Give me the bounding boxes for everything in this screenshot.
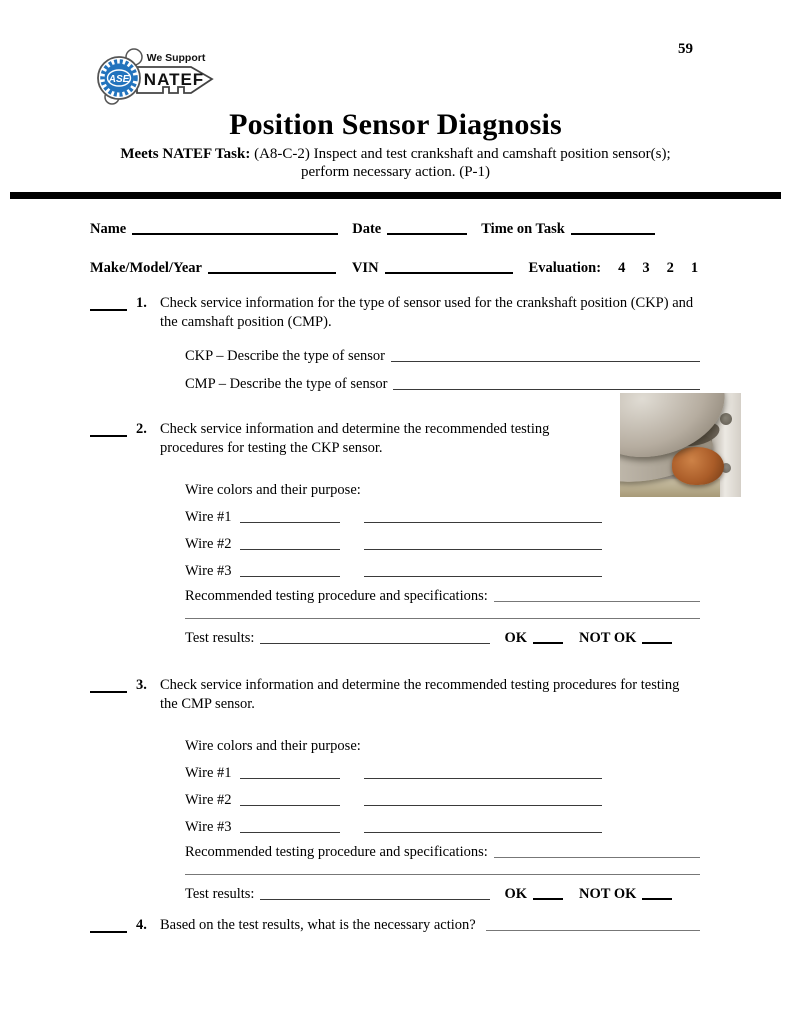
task-3-grade-line[interactable] [90,676,127,693]
task-3-test-results-row [185,885,700,903]
wire-colors-label: Wire colors and their purpose: [185,738,361,754]
wire-1-label: Wire #1 [185,509,232,525]
task-3-wire-header [185,737,700,755]
task-1-grade-line[interactable] [90,294,127,311]
procedure-line[interactable] [494,857,700,858]
task-2-number: 2. [136,421,147,437]
task-3-number: 3. [136,677,147,693]
task-label: Meets NATEF Task: [120,146,251,162]
not-ok-label: NOT OK [579,886,637,902]
wire-3-label: Wire #3 [185,819,232,835]
cmp-describe-label: CMP – Describe the type of sensor [185,376,388,392]
natef-key-logo-graphic [88,44,224,108]
procedure-label: Recommended testing procedure and specifications: [185,588,488,604]
wire-1-purpose-line[interactable] [364,522,602,523]
time-on-task-label: Time on Task [481,221,565,237]
necessary-action-line[interactable] [486,930,700,931]
task-1-text: Check service information for the type of sensor used for the crankshaft position (CKP) and the camshaft position (CMP). [160,295,694,330]
task-3-wire-2-row [185,791,700,809]
photo-coil-texture [678,451,718,477]
ok-label: OK [504,630,528,646]
evaluation-score-4[interactable]: 4 [618,260,626,276]
task-text-line2: perform necessary action. (P-1) [300,164,491,180]
task-1-number: 1. [136,295,147,311]
task-2-procedure-continuation-line[interactable] [185,618,700,619]
page-title: Position Sensor Diagnosis [229,108,562,141]
form-body [90,212,700,934]
test-results-line[interactable] [260,899,490,900]
page-number: 59 [678,41,693,57]
task-4-number: 4. [136,917,147,933]
ckp-sensor-photo [620,393,741,497]
not-ok-check-line[interactable] [642,642,672,644]
task-3-procedure-continuation-line[interactable] [185,874,700,875]
evaluation-label: Evaluation: [528,260,602,276]
not-ok-check-line[interactable] [642,898,672,900]
task-3-text: Check service information and determine the recommended testing procedures for testing the CMP sensor. [160,677,680,712]
wire-3-purpose-line[interactable] [364,576,602,577]
ok-check-line[interactable] [533,642,563,644]
procedure-line[interactable] [494,601,700,602]
natef-logo [88,44,224,108]
wire-2-label: Wire #2 [185,792,232,808]
cmp-describe-line[interactable] [393,389,700,390]
wire-3-purpose-line[interactable] [364,832,602,833]
task-3 [90,676,700,713]
wire-2-purpose-line[interactable] [364,549,602,550]
ase-text: ASE [108,74,130,85]
document-header [0,108,791,181]
wire-2-color-line[interactable] [240,549,340,550]
wire-3-color-line[interactable] [240,832,340,833]
ckp-describe-row [185,347,700,365]
procedure-label: Recommended testing procedure and specifications: [185,844,488,860]
header-divider [10,192,781,199]
vehicle-row [90,259,700,277]
vin-line[interactable] [385,272,513,274]
ok-label: OK [504,886,528,902]
ckp-describe-label: CKP – Describe the type of sensor [185,348,386,364]
task-2 [90,420,700,457]
test-results-label: Test results: [185,630,255,646]
test-results-line[interactable] [260,643,490,644]
wire-3-label: Wire #3 [185,563,232,579]
task-4 [90,916,700,934]
wire-2-purpose-line[interactable] [364,805,602,806]
evaluation-score-3[interactable]: 3 [642,260,650,276]
task-3-wire-3-row [185,818,700,836]
task-2-wire-3-row [185,562,700,580]
task-2-text: Check service information and determine the recommended testing procedures for testing the CKP sensor. [160,421,550,456]
ckp-describe-line[interactable] [391,361,700,362]
date-label: Date [352,221,382,237]
task-3-procedure-row [185,843,700,861]
cmp-describe-row [185,375,700,393]
date-line[interactable] [387,233,467,235]
logo-support-text: We Support [146,52,206,64]
wire-1-color-line[interactable] [240,522,340,523]
wire-1-label: Wire #1 [185,765,232,781]
task-2-grade-line[interactable] [90,420,127,437]
task-2-wire-2-row [185,535,700,553]
name-label: Name [90,221,127,237]
wire-1-color-line[interactable] [240,778,340,779]
task-2-procedure-row [185,587,700,605]
name-line[interactable] [132,233,338,235]
wire-2-label: Wire #2 [185,536,232,552]
not-ok-label: NOT OK [579,630,637,646]
vin-label: VIN [351,260,379,276]
time-on-task-line[interactable] [571,233,655,235]
make-model-year-line[interactable] [208,272,336,274]
evaluation-score-2[interactable]: 2 [666,260,674,276]
wire-colors-label: Wire colors and their purpose: [185,482,361,498]
natef-task-line [0,145,791,181]
task-4-grade-line[interactable] [90,916,127,933]
logo-brand-text: NATEF [143,70,205,89]
wire-1-purpose-line[interactable] [364,778,602,779]
wire-3-color-line[interactable] [240,576,340,577]
task-1 [90,294,700,331]
name-row [90,220,700,238]
photo-bolt-hole [720,413,732,425]
wire-2-color-line[interactable] [240,805,340,806]
task-2-test-results-row [185,629,700,647]
make-model-year-label: Make/Model/Year [90,260,202,276]
test-results-label: Test results: [185,886,255,902]
task-text-line1: (A8-C-2) Inspect and test crankshaft and camshaft position sensor(s); [254,146,671,162]
task-4-text: Based on the test results, what is the necessary action? [160,917,476,933]
ok-check-line[interactable] [533,898,563,900]
evaluation-score-1[interactable]: 1 [690,260,699,276]
task-3-wire-1-row [185,764,700,782]
task-2-wire-1-row [185,508,700,526]
